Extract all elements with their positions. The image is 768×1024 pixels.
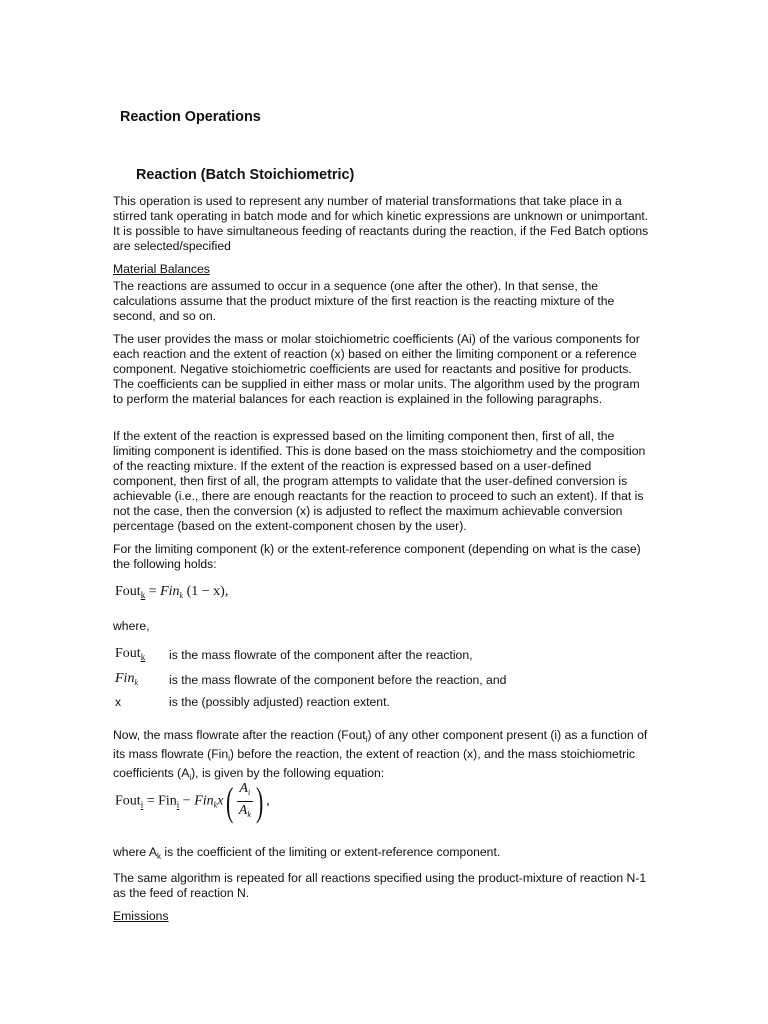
eq2-minus: − (179, 793, 195, 809)
material-balances-heading: Material Balances (113, 262, 210, 276)
now-text-3: ) before the reaction, the extent of reaction (x), and the mass stoichiometric coefficients (A (113, 747, 636, 780)
where-ak-paragraph (113, 845, 653, 864)
subsection-heading: Reaction (Batch Stoichiometric) (136, 167, 355, 183)
section-heading: Reaction Operations (120, 109, 261, 125)
where-ak-text-2: is the coefficient of the limiting or extent-reference component. (161, 845, 501, 859)
eq2-fin: Fin (194, 793, 214, 809)
eq2-fraction (237, 780, 253, 823)
eq2-den-sub: k (247, 810, 251, 819)
limiting-holds-paragraph: For the limiting component (k) or the extent-reference component (depending on what is the case) the following holds: (113, 542, 641, 571)
where-label: where, (113, 619, 150, 633)
def-symbol-text: Fin (115, 671, 135, 686)
repeat-paragraph: The same algorithm is repeated for all reactions specified using the product-mixture of reaction N-1 as the feed of reaction N. (113, 871, 647, 900)
where-ak-text-1: where A (113, 845, 158, 859)
def-symbol-fout-k (115, 646, 145, 665)
now-sub-3: i (189, 773, 192, 782)
eq2-lhs-sub: i (140, 799, 144, 810)
def-symbol-sub: k (140, 652, 146, 662)
def-text-fout-k: is the mass flowrate of the component after the reaction, (169, 648, 473, 662)
eq1-lhs-sub: k (140, 590, 146, 600)
now-text-4: ), is given by the following equation: (191, 766, 385, 780)
eq2-mid-sub: i (176, 799, 180, 810)
now-sub-2: i (228, 754, 230, 763)
def-text-x: is the (possibly adjusted) reaction extent. (169, 695, 390, 709)
def-symbol-x: x (115, 695, 122, 709)
eq1-equals: = (145, 584, 161, 599)
def-symbol-sub: k (134, 678, 139, 687)
eq2-den-text: A (238, 803, 248, 818)
eq2-right-paren: ) (255, 778, 264, 824)
intro-paragraph: This operation is used to represent any number of material transformations that take place in a stirred tank operating in batch mode and for which kinetic expressions are unknown or unimportant. It is possible to have simultaneous feeding of reactants during the reaction, if the Fed Batch options are selected/specified (113, 194, 649, 253)
eq1-rhs: (1 − x), (183, 584, 229, 599)
emissions-heading: Emissions (113, 909, 169, 923)
def-symbol-fin-k (115, 671, 138, 690)
eq2-tail: , (266, 793, 270, 809)
now-text-1: Now, the mass flowrate after the reaction (Fout (113, 728, 366, 742)
def-symbol-text: Fout (115, 646, 141, 661)
eq1-fin-sub: k (179, 591, 184, 600)
equation-fout-i (115, 780, 270, 823)
eq2-fin-sub: k (213, 800, 218, 810)
now-sub-1: i (365, 735, 368, 744)
eq2-num-sub: i (247, 788, 251, 797)
user-provides-paragraph: The user provides the mass or molar stoichiometric coefficients (Ai) of the various components for each reaction and the extent of reaction (x) based on either the limiting component or a reference component. Negative stoichiometric coefficients are used for reactants and positive for products. The coefficients can be supplied in either mass or molar units. The algorithm used by the program to perform the material balances for each reaction is explained in the following paragraphs. (113, 332, 640, 406)
eq2-lhs: Fout (115, 793, 141, 809)
eq2-num-text: A (239, 781, 248, 796)
where-ak-sub: k (157, 852, 162, 861)
eq2-numerator (237, 780, 253, 802)
eq2-x: x (217, 793, 224, 809)
eq1-lhs: Fout (115, 584, 141, 599)
sequence-paragraph: The reactions are assumed to occur in a sequence (one after the other). In that sense, the calculations assume that the product mixture of the first reaction is the reacting mixture of the second, and so on. (113, 279, 615, 323)
extent-paragraph: If the extent of the reaction is expressed based on the limiting component then, first of all, the limiting component is identified. This is done based on the mass stoichiometry and the composition of the reacting mixture. If the extent of the reaction is expressed based on a user-defined component, then first of all, the program attempts to validate that the user-defined conversion is achievable (i.e., there are enough reactants for the reaction to proceed to such an extent). If that is not the case, then the conversion (x) is adjusted to reflect the maximum achievable conversion percentage (based on the extent-component chosen by the user). (113, 429, 646, 533)
equation-fout-k (115, 584, 228, 603)
now-paragraph (113, 728, 653, 785)
def-text-fin-k: is the mass flowrate of the component before the reaction, and (169, 673, 507, 687)
now-text-2: ) of any other component present (i) as a function of its mass flowrate (Fin (113, 728, 648, 761)
eq2-mid: = Fin (143, 793, 177, 809)
eq2-left-paren: ( (226, 778, 234, 824)
eq2-denominator (237, 802, 253, 823)
eq1-fin: Fin (160, 584, 180, 599)
